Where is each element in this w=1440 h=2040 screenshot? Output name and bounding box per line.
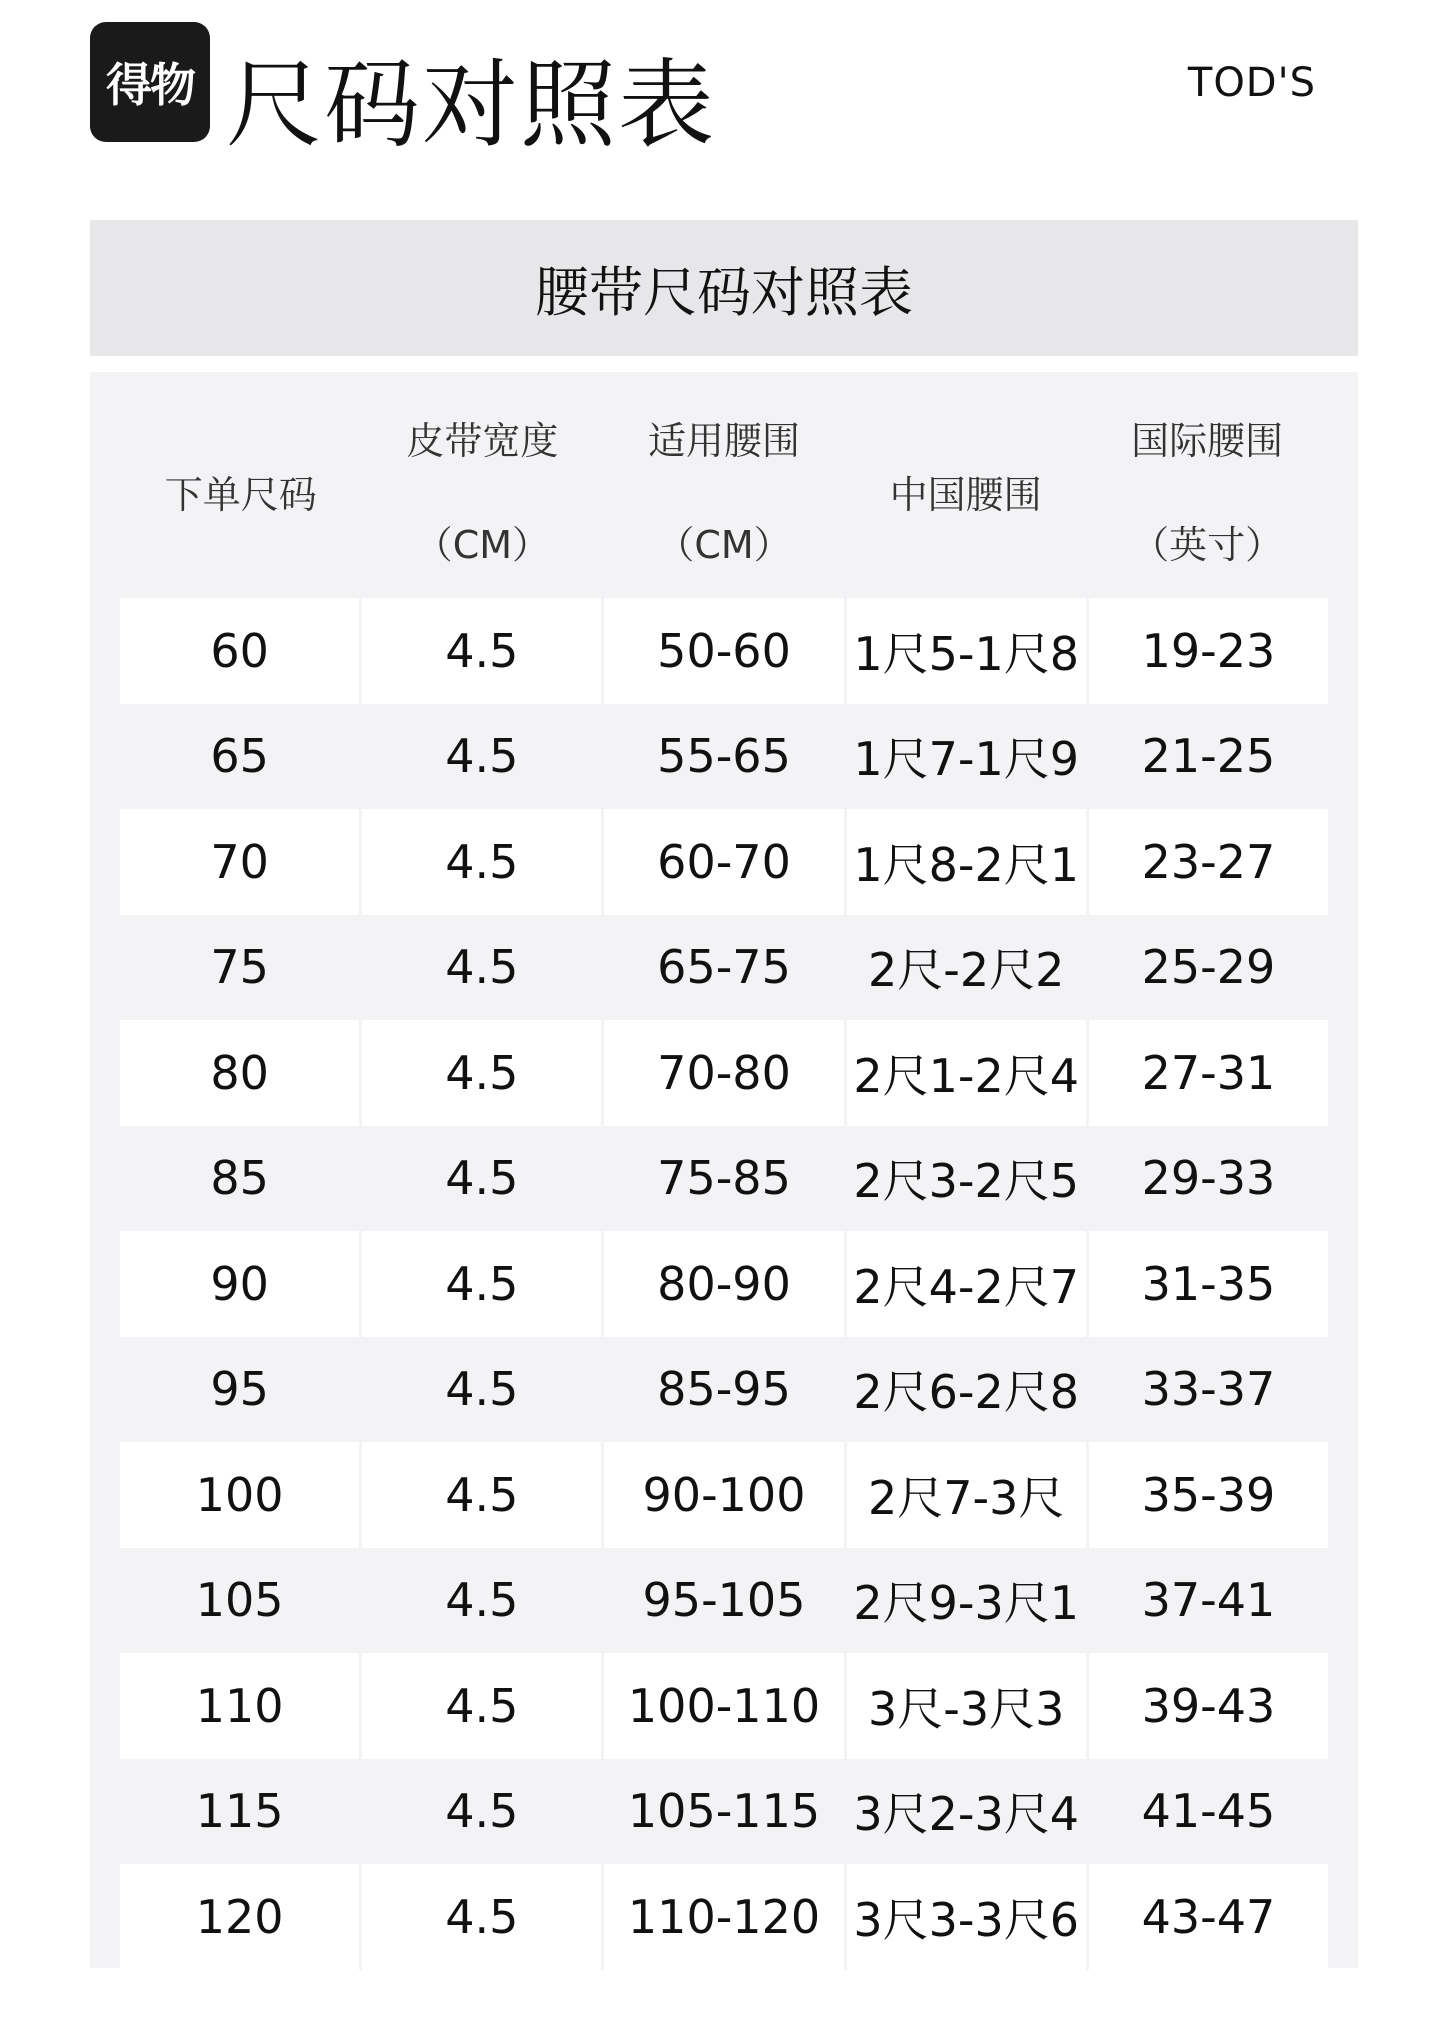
column-header-belt-width [362,372,604,598]
brand-name: TOD'S [1187,60,1316,106]
table-cell: 60-70 [604,809,846,915]
table-header [120,372,1328,598]
table-cell: 35-39 [1089,1442,1328,1548]
table-cell: 27-31 [1089,1020,1328,1126]
table-cell: 4.5 [362,1442,604,1548]
table-cell: 1尺7-1尺9 [847,704,1089,810]
table-cell: 115 [120,1759,362,1865]
table-cell: 90 [120,1231,362,1337]
table-cell: 65 [120,704,362,810]
table-cell: 3尺-3尺3 [847,1653,1089,1759]
table-row [120,1126,1328,1232]
table-cell: 2尺9-3尺1 [847,1548,1089,1654]
table-cell: 41-45 [1141,1784,1276,1839]
table-cell: 2尺3-2尺5 [847,1126,1089,1232]
column-header-label: 国际腰围 [1131,419,1284,463]
table-cell: 120 [120,1864,362,1970]
table-cell: 95-105 [604,1548,846,1654]
table-cell: 100-110 [604,1653,846,1759]
table-cell: 70 [120,809,362,915]
table-cell: 2尺4-2尺7 [847,1231,1089,1337]
table-cell: 21-25 [1141,729,1276,784]
table-cell: 2尺7-3尺 [847,1442,1089,1548]
table-cell: 75 [120,915,362,1021]
table-row [120,1231,1328,1337]
table-cell: 90-100 [604,1442,846,1548]
table-cell: 4.5 [362,598,604,704]
column-header-label: 下单尺码 [164,473,317,517]
section-title: 腰带尺码对照表 [90,220,1358,356]
table-cell: 3尺3-3尺6 [847,1864,1089,1970]
column-header-label: 中国腰围 [889,473,1042,517]
table-row [120,1337,1328,1443]
table-cell: 100 [120,1442,362,1548]
table-cell: 1尺8-2尺1 [847,809,1089,915]
table-cell: 4.5 [362,1759,604,1865]
table-cell: 75-85 [604,1126,846,1232]
table-cell: 25-29 [1141,940,1276,995]
page-title: 尺码对照表 [226,49,716,161]
table-cell: 31-35 [1089,1231,1328,1337]
table-row [120,809,1328,915]
table-cell: 2尺6-2尺8 [847,1337,1089,1443]
table-cell: 95 [120,1337,362,1443]
table-cell: 105 [120,1548,362,1654]
table-cell: 65-75 [604,915,846,1021]
app-logo [90,22,210,142]
table-cell: 4.5 [362,1231,604,1337]
table-cell: 110 [120,1653,362,1759]
table-row [120,704,1328,810]
column-header-order-size [120,372,362,598]
table-cell: 4.5 [362,915,604,1021]
table-cell: 1尺5-1尺8 [847,598,1089,704]
table-cell: 4.5 [362,704,604,810]
table-cell: 43-47 [1089,1864,1328,1970]
column-header-unit: （CM） [414,523,551,567]
table-cell: 85-95 [604,1337,846,1443]
table-row [120,1548,1328,1654]
table-cell: 19-23 [1089,598,1328,704]
table-cell: 4.5 [362,1653,604,1759]
table-cell: 4.5 [362,1020,604,1126]
table-cell: 105-115 [604,1759,846,1865]
table-cell: 23-27 [1089,809,1328,915]
table-row [120,1759,1328,1865]
table-cell: 50-60 [604,598,846,704]
table-row [120,1020,1328,1126]
table-cell: 37-41 [1141,1573,1276,1628]
table-cell: 29-33 [1141,1151,1276,1206]
table-cell: 33-37 [1141,1362,1276,1417]
size-table [90,372,1358,1968]
column-header-unit: （CM） [656,523,792,567]
table-cell: 60 [120,598,362,704]
column-header-intl-waist [1086,372,1328,598]
table-cell: 80-90 [604,1231,846,1337]
table-body [120,598,1328,1970]
logo-text: 得物 [106,58,194,112]
table-cell: 55-65 [604,704,846,810]
column-header-label: 适用腰围 [647,419,800,463]
table-cell: 70-80 [604,1020,846,1126]
table-row [120,1442,1328,1548]
table-cell: 80 [120,1020,362,1126]
table-cell: 39-43 [1089,1653,1328,1759]
column-header-unit: （英寸） [1131,523,1284,567]
table-cell: 4.5 [362,1548,604,1654]
table-row [120,1864,1328,1970]
table-cell: 3尺2-3尺4 [847,1759,1089,1865]
table-cell: 2尺-2尺2 [847,915,1089,1021]
table-cell: 4.5 [362,1126,604,1232]
column-header-china-waist [845,372,1087,598]
table-row [120,598,1328,704]
table-cell: 2尺1-2尺4 [847,1020,1089,1126]
table-cell: 4.5 [362,1864,604,1970]
table-row [120,1653,1328,1759]
column-header-waist-fit [603,372,845,598]
table-cell: 110-120 [604,1864,846,1970]
table-cell: 4.5 [362,809,604,915]
table-cell: 85 [120,1126,362,1232]
column-header-label: 皮带宽度 [406,419,559,463]
table-cell: 4.5 [362,1337,604,1443]
table-row [120,915,1328,1021]
